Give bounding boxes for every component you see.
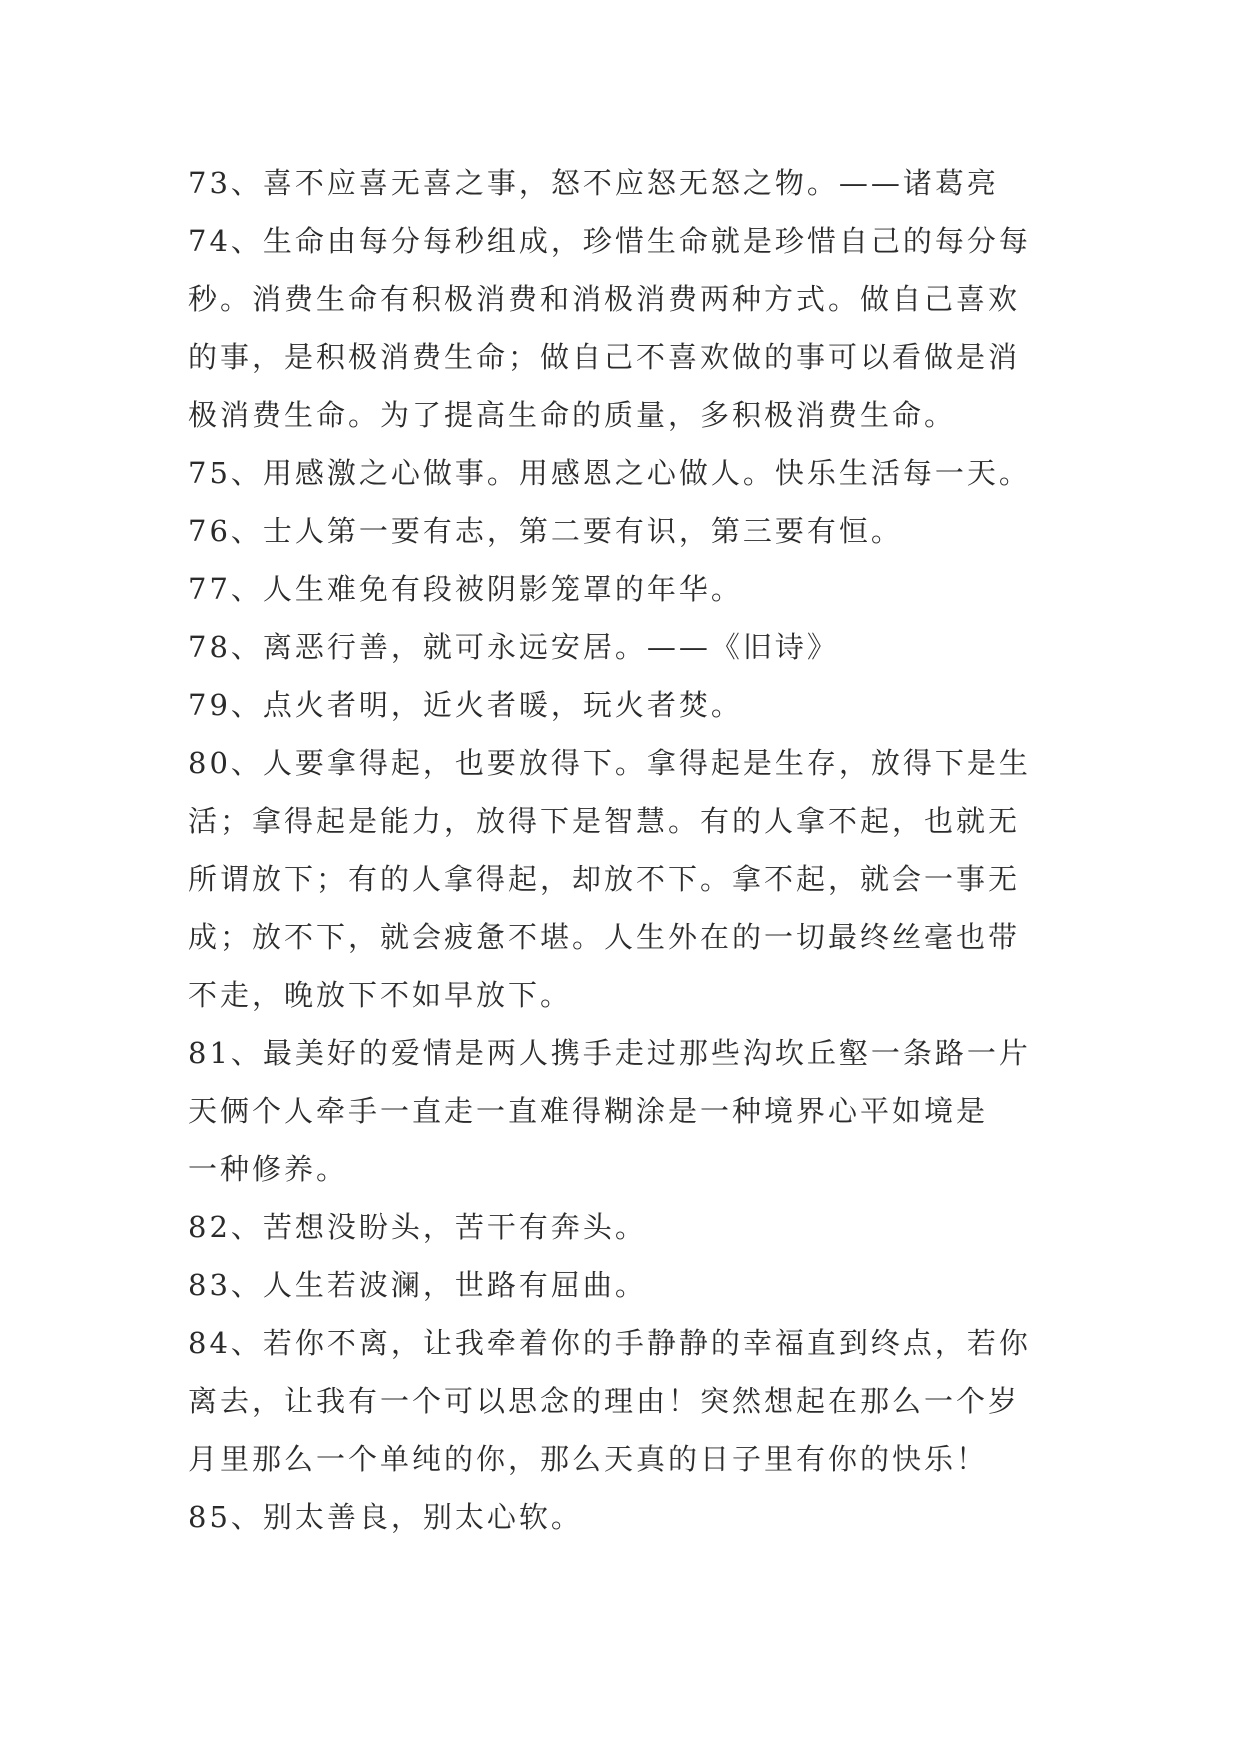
text-line: 74、生命由每分每秒组成，珍惜生命就是珍惜自己的每分每 bbox=[188, 224, 1031, 258]
text-line: 79、点火者明，近火者暖，玩火者焚。 bbox=[188, 688, 743, 722]
text-line: 成；放不下，就会疲惫不堪。人生外在的一切最终丝毫也带 bbox=[188, 920, 1021, 954]
text-line: 离去，让我有一个可以思念的理由！突然想起在那么一个岁 bbox=[188, 1384, 1021, 1418]
text-line: 所谓放下；有的人拿得起，却放不下。拿不起，就会一事无 bbox=[188, 862, 1021, 896]
text-line: 一种修养。 bbox=[188, 1152, 349, 1186]
text-line: 75、用感激之心做事。用感恩之心做人。快乐生活每一天。 bbox=[188, 456, 1031, 490]
text-line: 活；拿得起是能力，放得下是智慧。有的人拿不起，也就无 bbox=[188, 804, 1021, 838]
text-line: 85、别太善良，别太心软。 bbox=[188, 1500, 583, 1534]
text-line: 83、人生若波澜，世路有屈曲。 bbox=[188, 1268, 647, 1302]
text-line: 81、最美好的爱情是两人携手走过那些沟坎丘壑一条路一片 bbox=[188, 1036, 1031, 1070]
text-line: 76、士人第一要有志，第二要有识，第三要有恒。 bbox=[188, 514, 903, 548]
text-line: 天俩个人牵手一直走一直难得糊涂是一种境界心平如境是 bbox=[188, 1094, 989, 1128]
text-line: 极消费生命。为了提高生命的质量，多积极消费生命。 bbox=[188, 398, 957, 432]
text-line: 不走，晚放下不如早放下。 bbox=[188, 978, 573, 1012]
text-line: 秒。消费生命有积极消费和消极消费两种方式。做自己喜欢 bbox=[188, 282, 1021, 316]
text-line: 78、离恶行善，就可永远安居。——《旧诗》 bbox=[188, 630, 839, 664]
text-line: 80、人要拿得起，也要放得下。拿得起是生存，放得下是生 bbox=[188, 746, 1031, 780]
text-line: 的事，是积极消费生命；做自己不喜欢做的事可以看做是消 bbox=[188, 340, 1021, 374]
document-body bbox=[188, 154, 1068, 1546]
text-line: 月里那么一个单纯的你，那么天真的日子里有你的快乐！ bbox=[188, 1442, 989, 1476]
text-line: 77、人生难免有段被阴影笼罩的年华。 bbox=[188, 572, 743, 606]
text-line: 73、喜不应喜无喜之事，怒不应怒无怒之物。——诸葛亮 bbox=[188, 166, 999, 200]
text-line: 82、苦想没盼头，苦干有奔头。 bbox=[188, 1210, 647, 1244]
text-line: 84、若你不离，让我牵着你的手静静的幸福直到终点，若你 bbox=[188, 1326, 1031, 1360]
